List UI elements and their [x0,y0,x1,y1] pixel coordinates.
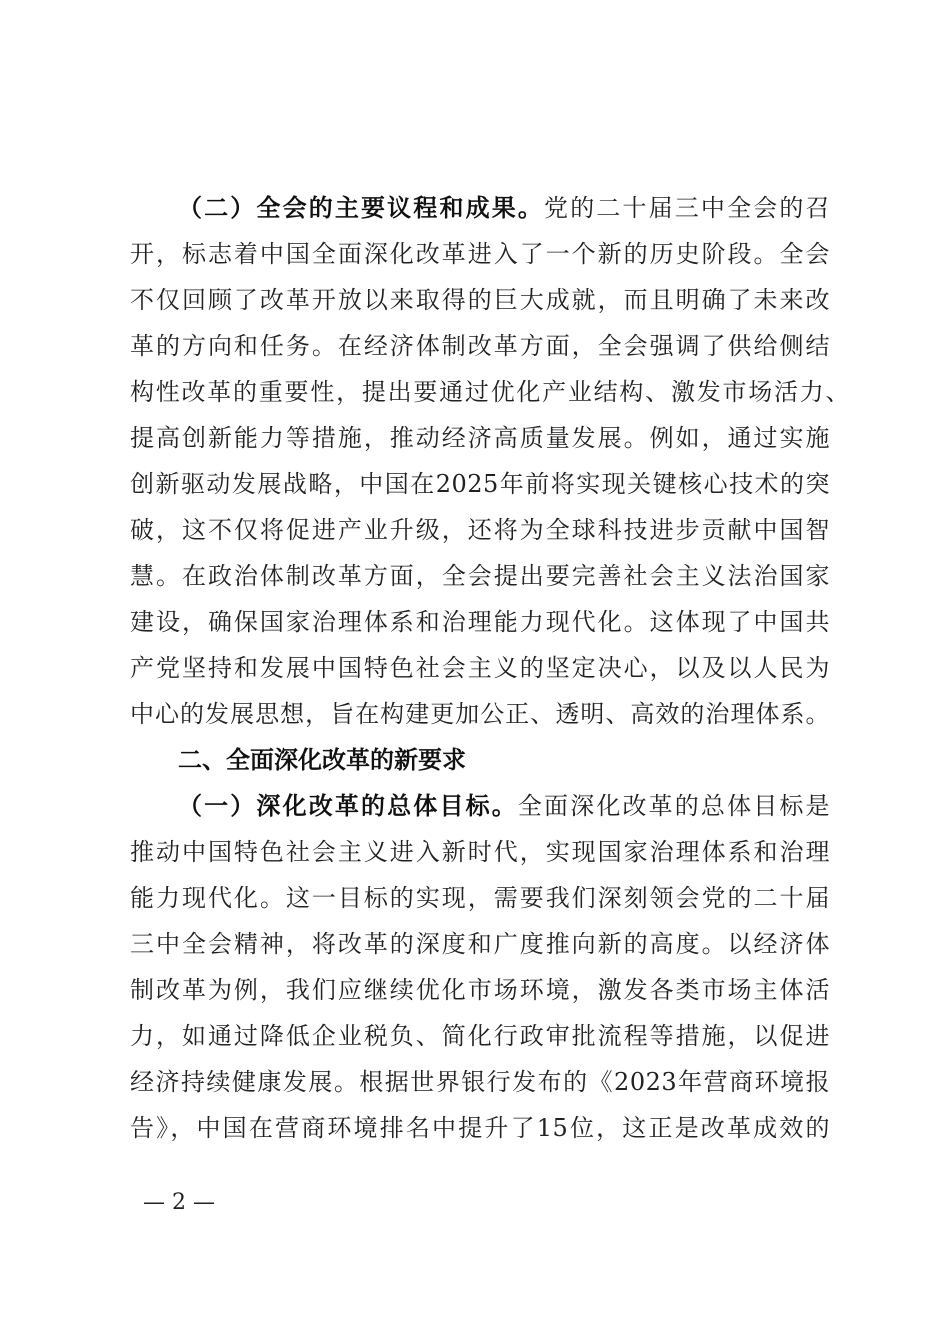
paragraph-line: 开，标志着中国全面深化改革进入了一个新的历史阶段。全会 [130,240,830,268]
paragraph-line: 推动中国特色社会主义进入新时代，实现国家治理体系和治理 [130,838,830,866]
paragraph-line: 告》，中国在营商环境排名中提升了15位，这正是改革成效的 [130,1114,830,1142]
section-lead-heading: （二）全会的主要议程和成果。 [178,193,545,222]
paragraph-line: 能力现代化。这一目标的实现，需要我们深刻领会党的二十届 [130,884,830,912]
paragraph-line: 破，这不仅将促进产业升级，还将为全球科技进步贡献中国智 [130,516,830,544]
paragraph-line: 创新驱动发展战略，中国在2025年前将实现关键核心技术的突 [130,470,830,498]
paragraph-first-line [178,783,830,829]
paragraph-line: 产党坚持和发展中国特色社会主义的坚定决心，以及以人民为 [130,654,830,682]
paragraph-line: 革的方向和任务。在经济体制改革方面，全会强调了供给侧结 [130,332,830,360]
paragraph-line: 不仅回顾了改革开放以来取得的巨大成就，而且明确了未来改 [130,286,830,314]
paragraph-line: 建设，确保国家治理体系和治理能力现代化。这体现了中国共 [130,608,830,636]
paragraph-line: 中心的发展思想，旨在构建更加公正、透明、高效的治理体系。 [130,700,830,728]
paragraph-line: 构性改革的重要性，提出要通过优化产业结构、激发市场活力、 [130,378,850,406]
paragraph-text: 全面深化改革的总体目标是 [517,792,831,820]
page-number: — 2 — [143,1190,215,1215]
paragraph-line: 经济持续健康发展。根据世界银行发布的《2023年营商环境报 [130,1068,830,1096]
paragraph-line: 慧。在政治体制改革方面，全会提出要完善社会主义法治国家 [130,562,830,590]
paragraph-line: 三中全会精神，将改革的深度和广度推向新的高度。以经济体 [130,930,830,958]
paragraph-text: 党的二十届三中全会的召 [544,194,831,222]
section-heading: 二、全面深化改革的新要求 [178,746,466,774]
paragraph-first-line [178,185,830,231]
paragraph-line: 力，如通过降低企业税负、简化行政审批流程等措施，以促进 [130,1022,830,1050]
section-lead-heading: （一）深化改革的总体目标。 [178,791,518,820]
paragraph-line: 提高创新能力等措施，推动经济高质量发展。例如，通过实施 [130,424,830,452]
paragraph-line: 制改革为例，我们应继续优化市场环境，激发各类市场主体活 [130,976,830,1004]
